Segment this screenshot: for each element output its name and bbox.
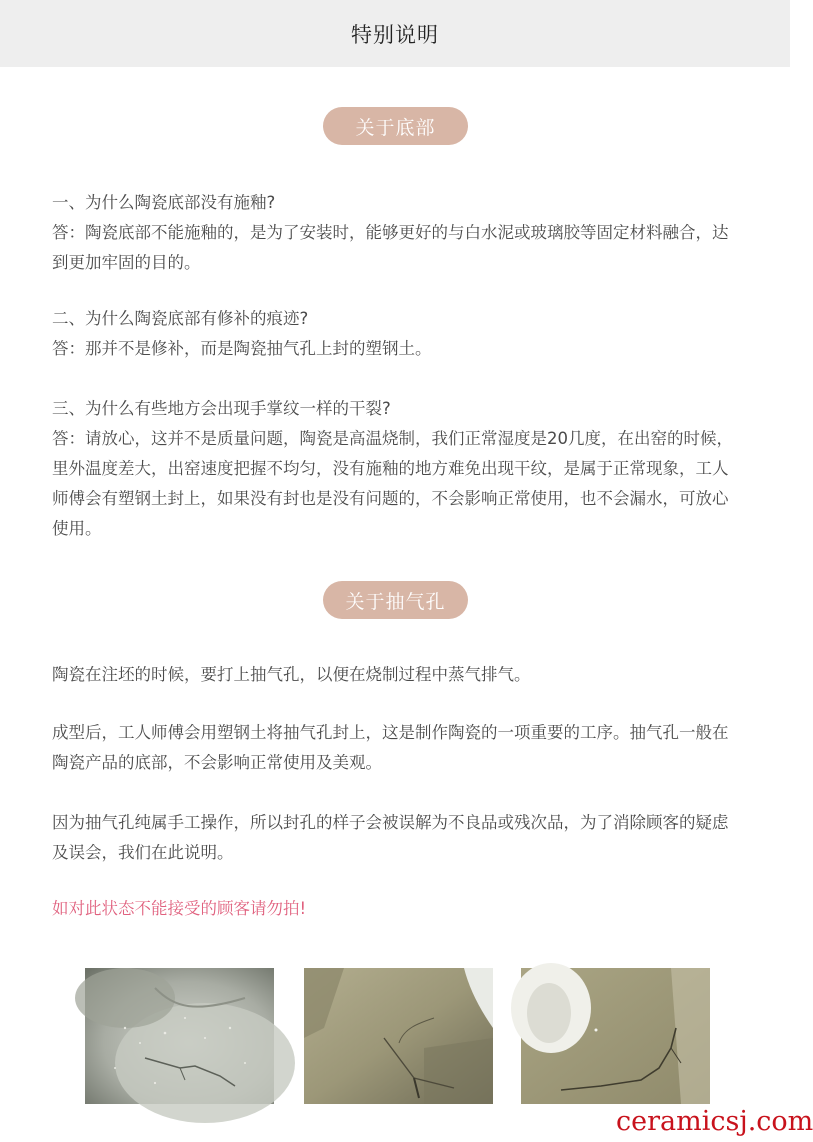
paragraph-text: 陶瓷在注坯的时候，要打上抽气孔，以便在烧制过程中蒸气排气。 <box>52 665 531 684</box>
ceramic-photo-2 <box>304 968 493 1104</box>
ceramic-photo-1 <box>85 968 274 1104</box>
warning-notice <box>52 894 742 924</box>
question-2: 二、为什么陶瓷底部有修补的痕迹? <box>52 309 309 328</box>
answer-1: 答：陶瓷底部不能施釉的，是为了安装时，能够更好的与白水泥或玻璃胶等固定材料融合，达到更加牢固的目的。 <box>52 223 729 272</box>
ceramic-photo-3 <box>521 968 710 1104</box>
section-label-bottom: 关于底部 <box>323 107 468 145</box>
page-title: 特别说明 <box>351 22 439 47</box>
answer-2: 答：那并不是修补，而是陶瓷抽气孔上封的塑钢土。 <box>52 339 432 358</box>
question-3: 三、为什么有些地方会出现手掌纹一样的干裂? <box>52 399 391 418</box>
answer-3: 答：请放心，这并不是质量问题，陶瓷是高温烧制，我们正常湿度是20几度，在出窑的时候，里外温度差大，出窑速度把握不均匀，没有施釉的地方难免出现干纹，是属于正常现象，工人师傅会有塑钢土封上，如果没有封也是没有问题的，不会影响正常使用，也不会漏水，可放心使用。 <box>52 429 733 538</box>
qa-item-1 <box>52 188 742 278</box>
page-header <box>0 0 790 67</box>
vent-paragraph-3 <box>52 808 742 868</box>
qa-item-2 <box>52 304 742 364</box>
section-label-vent: 关于抽气孔 <box>323 581 468 619</box>
question-1: 一、为什么陶瓷底部没有施釉? <box>52 193 276 212</box>
paragraph-text: 因为抽气孔纯属手工操作，所以封孔的样子会被误解为不良品或残次品，为了消除顾客的疑虑及误会，我们在此说明。 <box>52 813 729 862</box>
site-watermark: ceramicsj.com <box>616 1106 813 1137</box>
vent-paragraph-1 <box>52 660 742 690</box>
paragraph-text: 成型后，工人师傅会用塑钢土将抽气孔封上，这是制作陶瓷的一项重要的工序。抽气孔一般在陶瓷产品的底部，不会影响正常使用及美观。 <box>52 723 729 772</box>
warning-text: 如对此状态不能接受的顾客请勿拍! <box>52 899 307 918</box>
qa-item-3 <box>52 394 742 544</box>
vent-paragraph-2 <box>52 718 742 778</box>
